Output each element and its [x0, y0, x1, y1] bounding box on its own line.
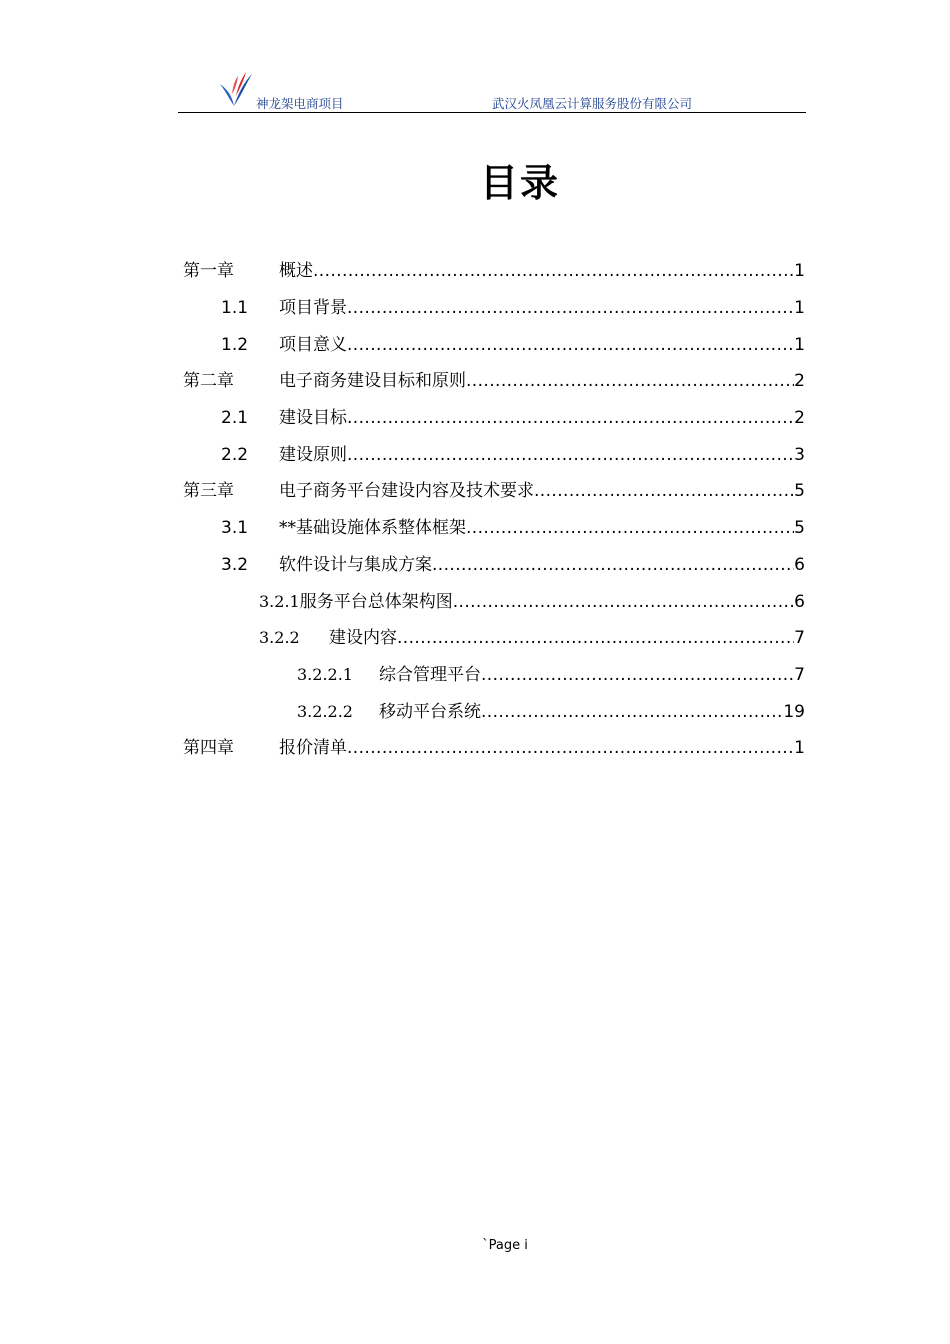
toc-entry-label: 电子商务建设目标和原则	[279, 371, 466, 391]
toc-leader-dots	[466, 513, 794, 543]
toc-entry-page: 6	[794, 555, 805, 575]
toc-leader-dots	[397, 623, 794, 653]
page-footer: `Page i	[482, 1238, 528, 1253]
toc-entry-2-2[interactable]	[183, 440, 805, 470]
toc-leader-dots	[481, 697, 783, 727]
toc-title: 目录	[479, 161, 560, 205]
toc-entry-number: 第一章	[183, 261, 234, 281]
header-company-name: 武汉火凤凰云计算服务股份有限公司	[492, 96, 693, 111]
page-header	[178, 60, 806, 113]
toc-entry-label: 建设目标	[279, 408, 347, 428]
toc-entry-chapter-2[interactable]	[183, 366, 805, 396]
toc-entry-page: 5	[794, 481, 805, 501]
toc-entry-page: 7	[794, 665, 805, 685]
toc-entry-2-1[interactable]	[183, 403, 805, 433]
toc-entry-chapter-3[interactable]	[183, 476, 805, 506]
toc-entry-label: 软件设计与集成方案	[279, 555, 432, 575]
toc-entry-page: 6	[794, 592, 805, 612]
toc-entry-label: 建设原则	[279, 445, 347, 465]
toc-leader-dots	[481, 660, 794, 690]
toc-leader-dots	[466, 366, 794, 396]
toc-entry-number: 第二章	[183, 371, 234, 391]
toc-entry-page: 1	[794, 298, 805, 318]
toc-leader-dots	[347, 293, 794, 323]
toc-entry-number: 3.2.2.1	[297, 665, 353, 684]
toc-entry-number: 第四章	[183, 738, 234, 758]
toc-entry-chapter-1[interactable]	[183, 256, 805, 286]
toc-entry-label: 建设内容	[329, 628, 397, 648]
toc-entry-number: 2.1	[221, 408, 249, 428]
toc-entry-label: 综合管理平台	[379, 665, 481, 685]
toc-entry-label: **基础设施体系整体框架	[279, 518, 466, 538]
toc-entry-label: 报价清单	[279, 738, 347, 758]
toc-leader-dots	[347, 403, 794, 433]
toc-entry-page: 19	[783, 702, 805, 722]
toc-entry-number: 3.2.2	[259, 628, 300, 647]
toc-entry-number: 3.2.2.2	[297, 702, 353, 721]
toc-entry-3-1[interactable]	[183, 513, 805, 543]
toc-entry-chapter-4[interactable]	[183, 733, 805, 763]
toc-leader-dots	[347, 440, 794, 470]
toc-entry-label: 电子商务平台建设内容及技术要求	[279, 481, 534, 501]
toc-entry-1-2[interactable]	[183, 330, 805, 360]
toc-entry-page: 2	[794, 371, 805, 391]
toc-leader-dots	[347, 330, 794, 360]
toc-entry-number: 2.2	[221, 445, 249, 465]
toc-entry-page: 1	[794, 261, 805, 281]
toc-entry-page: 2	[794, 408, 805, 428]
toc-entry-label: 项目背景	[279, 298, 347, 318]
toc-entry-label: 项目意义	[279, 335, 347, 355]
toc-leader-dots	[347, 733, 794, 763]
toc-entry-number: 3.1	[221, 518, 249, 538]
toc-entry-page: 1	[794, 335, 805, 355]
toc-entry-number: 第三章	[183, 481, 234, 501]
toc-entry-page: 5	[794, 518, 805, 538]
toc-entry-3-2[interactable]	[183, 550, 805, 580]
toc-entry-3-2-2-2[interactable]	[183, 697, 805, 727]
toc-entry-label: 服务平台总体架构图	[299, 592, 453, 612]
header-project-name: 神龙架电商项目	[256, 96, 344, 111]
toc-entry-number: 1.2	[221, 335, 249, 355]
toc-entry-page: 7	[794, 628, 805, 648]
toc-entry-number: 1.1	[221, 298, 249, 318]
toc-entry-page: 1	[794, 738, 805, 758]
toc-leader-dots	[453, 587, 794, 617]
toc-entry-number: 3.2.1	[259, 592, 300, 611]
toc-leader-dots	[432, 550, 794, 580]
toc-entry-page: 3	[794, 445, 805, 465]
toc-entry-number: 3.2	[221, 555, 249, 575]
toc-leader-dots	[313, 256, 794, 286]
phoenix-logo-icon	[216, 66, 256, 110]
toc-leader-dots	[534, 476, 794, 506]
toc-entry-3-2-2-1[interactable]	[183, 660, 805, 690]
toc-entry-3-2-2[interactable]	[183, 623, 805, 653]
toc-entry-1-1[interactable]	[183, 293, 805, 323]
toc-entry-label: 移动平台系统	[379, 702, 481, 722]
toc-entry-3-2-1[interactable]	[183, 587, 805, 617]
toc-entry-label: 概述	[279, 261, 313, 281]
